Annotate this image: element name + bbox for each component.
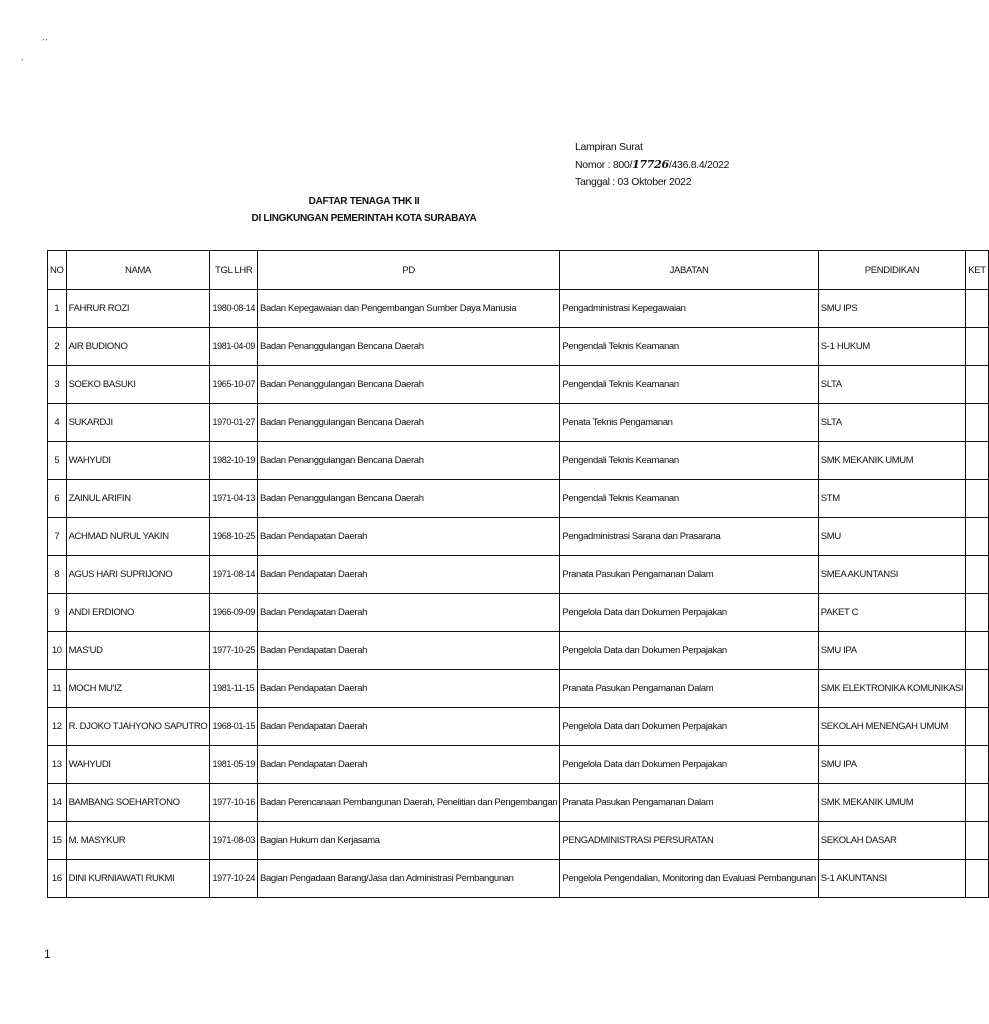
cell-ket: [966, 784, 988, 822]
table-row: [48, 822, 989, 860]
table-row: [48, 404, 989, 442]
cell-jabatan: Penata Teknis Pengamanan: [560, 404, 818, 442]
cell-nama: AGUS HARI SUPRIJONO: [66, 556, 210, 594]
cell-nama: M. MASYKUR: [66, 822, 210, 860]
cell-jabatan: PENGADMINISTRASI PERSURATAN: [560, 822, 818, 860]
cell-ket: [966, 860, 988, 898]
table-row: [48, 480, 989, 518]
cell-nama: FAHRUR ROZI: [66, 290, 210, 328]
cell-no: 10: [48, 632, 67, 670]
cell-no: 8: [48, 556, 67, 594]
cell-jabatan: Pranata Pasukan Pengamanan Dalam: [560, 670, 818, 708]
cell-pendidikan: SMU: [818, 518, 965, 556]
cell-no: 2: [48, 328, 67, 366]
cell-nama: ZAINUL ARIFIN: [66, 480, 210, 518]
cell-pd: Badan Penanggulangan Bencana Daerah: [257, 442, 559, 480]
cell-pd: Badan Pendapatan Daerah: [257, 670, 559, 708]
table-row: [48, 670, 989, 708]
cell-jabatan: Pengelola Pengendalian, Monitoring dan Evaluasi Pembangunan: [560, 860, 818, 898]
cell-jabatan: Pengadministrasi Sarana dan Prasarana: [560, 518, 818, 556]
cell-nama: SUKARDJI: [66, 404, 210, 442]
page-number: 1: [44, 947, 51, 961]
cell-tgl-lhr: 1981-11-15: [210, 670, 258, 708]
header-ket: KET: [966, 251, 988, 290]
cell-ket: [966, 442, 988, 480]
cell-pendidikan: SLTA: [818, 404, 965, 442]
letter-number-suffix: /436.8.4/2022: [668, 159, 730, 171]
cell-pd: Bagian Pengadaan Barang/Jasa dan Administrasi Pembangunan: [257, 860, 559, 898]
cell-jabatan: Pengendali Teknis Keamanan: [560, 328, 818, 366]
cell-tgl-lhr: 1977-10-25: [210, 632, 258, 670]
cell-nama: DINI KURNIAWATI RUKMI: [66, 860, 210, 898]
cell-ket: [966, 404, 988, 442]
cell-jabatan: Pranata Pasukan Pengamanan Dalam: [560, 784, 818, 822]
document-title: DAFTAR TENAGA THK II: [308, 196, 420, 207]
cell-no: 9: [48, 594, 67, 632]
cell-pendidikan: SLTA: [818, 366, 965, 404]
cell-nama: WAHYUDI: [66, 442, 210, 480]
table-row: [48, 328, 989, 366]
cell-pd: Badan Pendapatan Daerah: [257, 746, 559, 784]
cell-pd: Badan Perencanaan Pembangunan Daerah, Penelitian dan Pengembangan: [257, 784, 559, 822]
cell-no: 1: [48, 290, 67, 328]
cell-pendidikan: SMK ELEKTRONIKA KOMUNIKASI: [818, 670, 965, 708]
cell-pd: Bagian Hukum dan Kerjasama: [257, 822, 559, 860]
header-jabatan: JABATAN: [560, 251, 818, 290]
cell-ket: [966, 290, 988, 328]
cell-tgl-lhr: 1981-04-09: [210, 328, 258, 366]
cell-jabatan: Pengadministrasi Kepegawaian: [560, 290, 818, 328]
cell-pendidikan: SMU IPA: [818, 632, 965, 670]
table-row: [48, 632, 989, 670]
cell-tgl-lhr: 1968-10-25: [210, 518, 258, 556]
cell-jabatan: Pengelola Data dan Dokumen Perpajakan: [560, 594, 818, 632]
cell-ket: [966, 480, 988, 518]
cell-no: 3: [48, 366, 67, 404]
document-subtitle: DI LINGKUNGAN PEMERINTAH KOTA SURABAYA: [251, 213, 477, 224]
cell-ket: [966, 594, 988, 632]
cell-pd: Badan Penanggulangan Bencana Daerah: [257, 328, 559, 366]
employee-table: [47, 250, 989, 898]
cell-pd: Badan Pendapatan Daerah: [257, 556, 559, 594]
letter-number-prefix: Nomor : 800/: [575, 159, 633, 171]
cell-no: 15: [48, 822, 67, 860]
attachment-info: [575, 139, 729, 191]
cell-tgl-lhr: 1982-10-19: [210, 442, 258, 480]
cell-jabatan: Pengelola Data dan Dokumen Perpajakan: [560, 708, 818, 746]
cell-ket: [966, 518, 988, 556]
cell-ket: [966, 366, 988, 404]
cell-tgl-lhr: 1981-05-19: [210, 746, 258, 784]
table-row: [48, 708, 989, 746]
cell-pendidikan: SMK MEKANIK UMUM: [818, 784, 965, 822]
cell-nama: BAMBANG SOEHARTONO: [66, 784, 210, 822]
table-row: [48, 442, 989, 480]
cell-pendidikan: SMU IPA: [818, 746, 965, 784]
cell-no: 6: [48, 480, 67, 518]
cell-pendidikan: PAKET C: [818, 594, 965, 632]
cell-pendidikan: SMU IPS: [818, 290, 965, 328]
cell-tgl-lhr: 1965-10-07: [210, 366, 258, 404]
cell-pendidikan: SEKOLAH MENENGAH UMUM: [818, 708, 965, 746]
cell-no: 13: [48, 746, 67, 784]
scan-mark: ´: [21, 58, 24, 68]
header-pendidikan: PENDIDIKAN: [818, 251, 965, 290]
cell-nama: ANDI ERDIONO: [66, 594, 210, 632]
cell-no: 14: [48, 784, 67, 822]
cell-pendidikan: S-1 HUKUM: [818, 328, 965, 366]
attachment-label: Lampiran Surat: [575, 141, 643, 153]
cell-jabatan: Pranata Pasukan Pengamanan Dalam: [560, 556, 818, 594]
cell-no: 11: [48, 670, 67, 708]
cell-no: 5: [48, 442, 67, 480]
cell-no: 4: [48, 404, 67, 442]
cell-pendidikan: SMEA AKUNTANSI: [818, 556, 965, 594]
cell-pd: Badan Pendapatan Daerah: [257, 632, 559, 670]
cell-ket: [966, 746, 988, 784]
scan-mark: ´´: [42, 38, 48, 48]
table-header-row: [48, 251, 989, 290]
cell-pendidikan: SMK MEKANIK UMUM: [818, 442, 965, 480]
table-row: [48, 784, 989, 822]
cell-tgl-lhr: 1971-04-13: [210, 480, 258, 518]
table-row: [48, 518, 989, 556]
header-tgl-lhr: TGL LHR: [210, 251, 258, 290]
cell-pendidikan: STM: [818, 480, 965, 518]
cell-pd: Badan Penanggulangan Bencana Daerah: [257, 480, 559, 518]
cell-tgl-lhr: 1977-10-16: [210, 784, 258, 822]
cell-ket: [966, 632, 988, 670]
cell-tgl-lhr: 1971-08-14: [210, 556, 258, 594]
letter-number: [575, 156, 729, 174]
cell-jabatan: Pengelola Data dan Dokumen Perpajakan: [560, 632, 818, 670]
cell-pendidikan: SEKOLAH DASAR: [818, 822, 965, 860]
cell-jabatan: Pengendali Teknis Keamanan: [560, 480, 818, 518]
cell-ket: [966, 708, 988, 746]
cell-jabatan: Pengendali Teknis Keamanan: [560, 442, 818, 480]
header-no: NO: [48, 251, 67, 290]
header-nama: NAMA: [66, 251, 210, 290]
table-row: [48, 860, 989, 898]
cell-pd: Badan Pendapatan Daerah: [257, 518, 559, 556]
cell-ket: [966, 670, 988, 708]
cell-jabatan: Pengelola Data dan Dokumen Perpajakan: [560, 746, 818, 784]
header-pd: PD: [257, 251, 559, 290]
cell-pd: Badan Penanggulangan Bencana Daerah: [257, 404, 559, 442]
cell-pd: Badan Pendapatan Daerah: [257, 594, 559, 632]
cell-pd: Badan Kepegawaian dan Pengembangan Sumber Daya Manusia: [257, 290, 559, 328]
cell-pendidikan: S-1 AKUNTANSI: [818, 860, 965, 898]
cell-ket: [966, 822, 988, 860]
cell-tgl-lhr: 1971-08-03: [210, 822, 258, 860]
cell-nama: SOEKO BASUKI: [66, 366, 210, 404]
cell-tgl-lhr: 1977-10-24: [210, 860, 258, 898]
cell-tgl-lhr: 1970-01-27: [210, 404, 258, 442]
cell-pd: Badan Pendapatan Daerah: [257, 708, 559, 746]
cell-nama: WAHYUDI: [66, 746, 210, 784]
table-row: [48, 290, 989, 328]
cell-ket: [966, 328, 988, 366]
cell-nama: AIR BUDIONO: [66, 328, 210, 366]
cell-tgl-lhr: 1968-01-15: [210, 708, 258, 746]
cell-no: 16: [48, 860, 67, 898]
table-row: [48, 556, 989, 594]
cell-nama: ACHMAD NURUL YAKIN: [66, 518, 210, 556]
letter-date: Tanggal : 03 Oktober 2022: [575, 176, 692, 188]
cell-nama: MAS'UD: [66, 632, 210, 670]
cell-jabatan: Pengendali Teknis Keamanan: [560, 366, 818, 404]
table-row: [48, 366, 989, 404]
cell-no: 12: [48, 708, 67, 746]
cell-no: 7: [48, 518, 67, 556]
cell-tgl-lhr: 1980-08-14: [210, 290, 258, 328]
table-row: [48, 746, 989, 784]
cell-nama: R. DJOKO TJAHYONO SAPUTRO: [66, 708, 210, 746]
cell-pd: Badan Penanggulangan Bencana Daerah: [257, 366, 559, 404]
cell-ket: [966, 556, 988, 594]
letter-number-handwritten: 17726: [632, 158, 669, 171]
table-row: [48, 594, 989, 632]
cell-nama: MOCH MU'IZ: [66, 670, 210, 708]
cell-tgl-lhr: 1966-09-09: [210, 594, 258, 632]
